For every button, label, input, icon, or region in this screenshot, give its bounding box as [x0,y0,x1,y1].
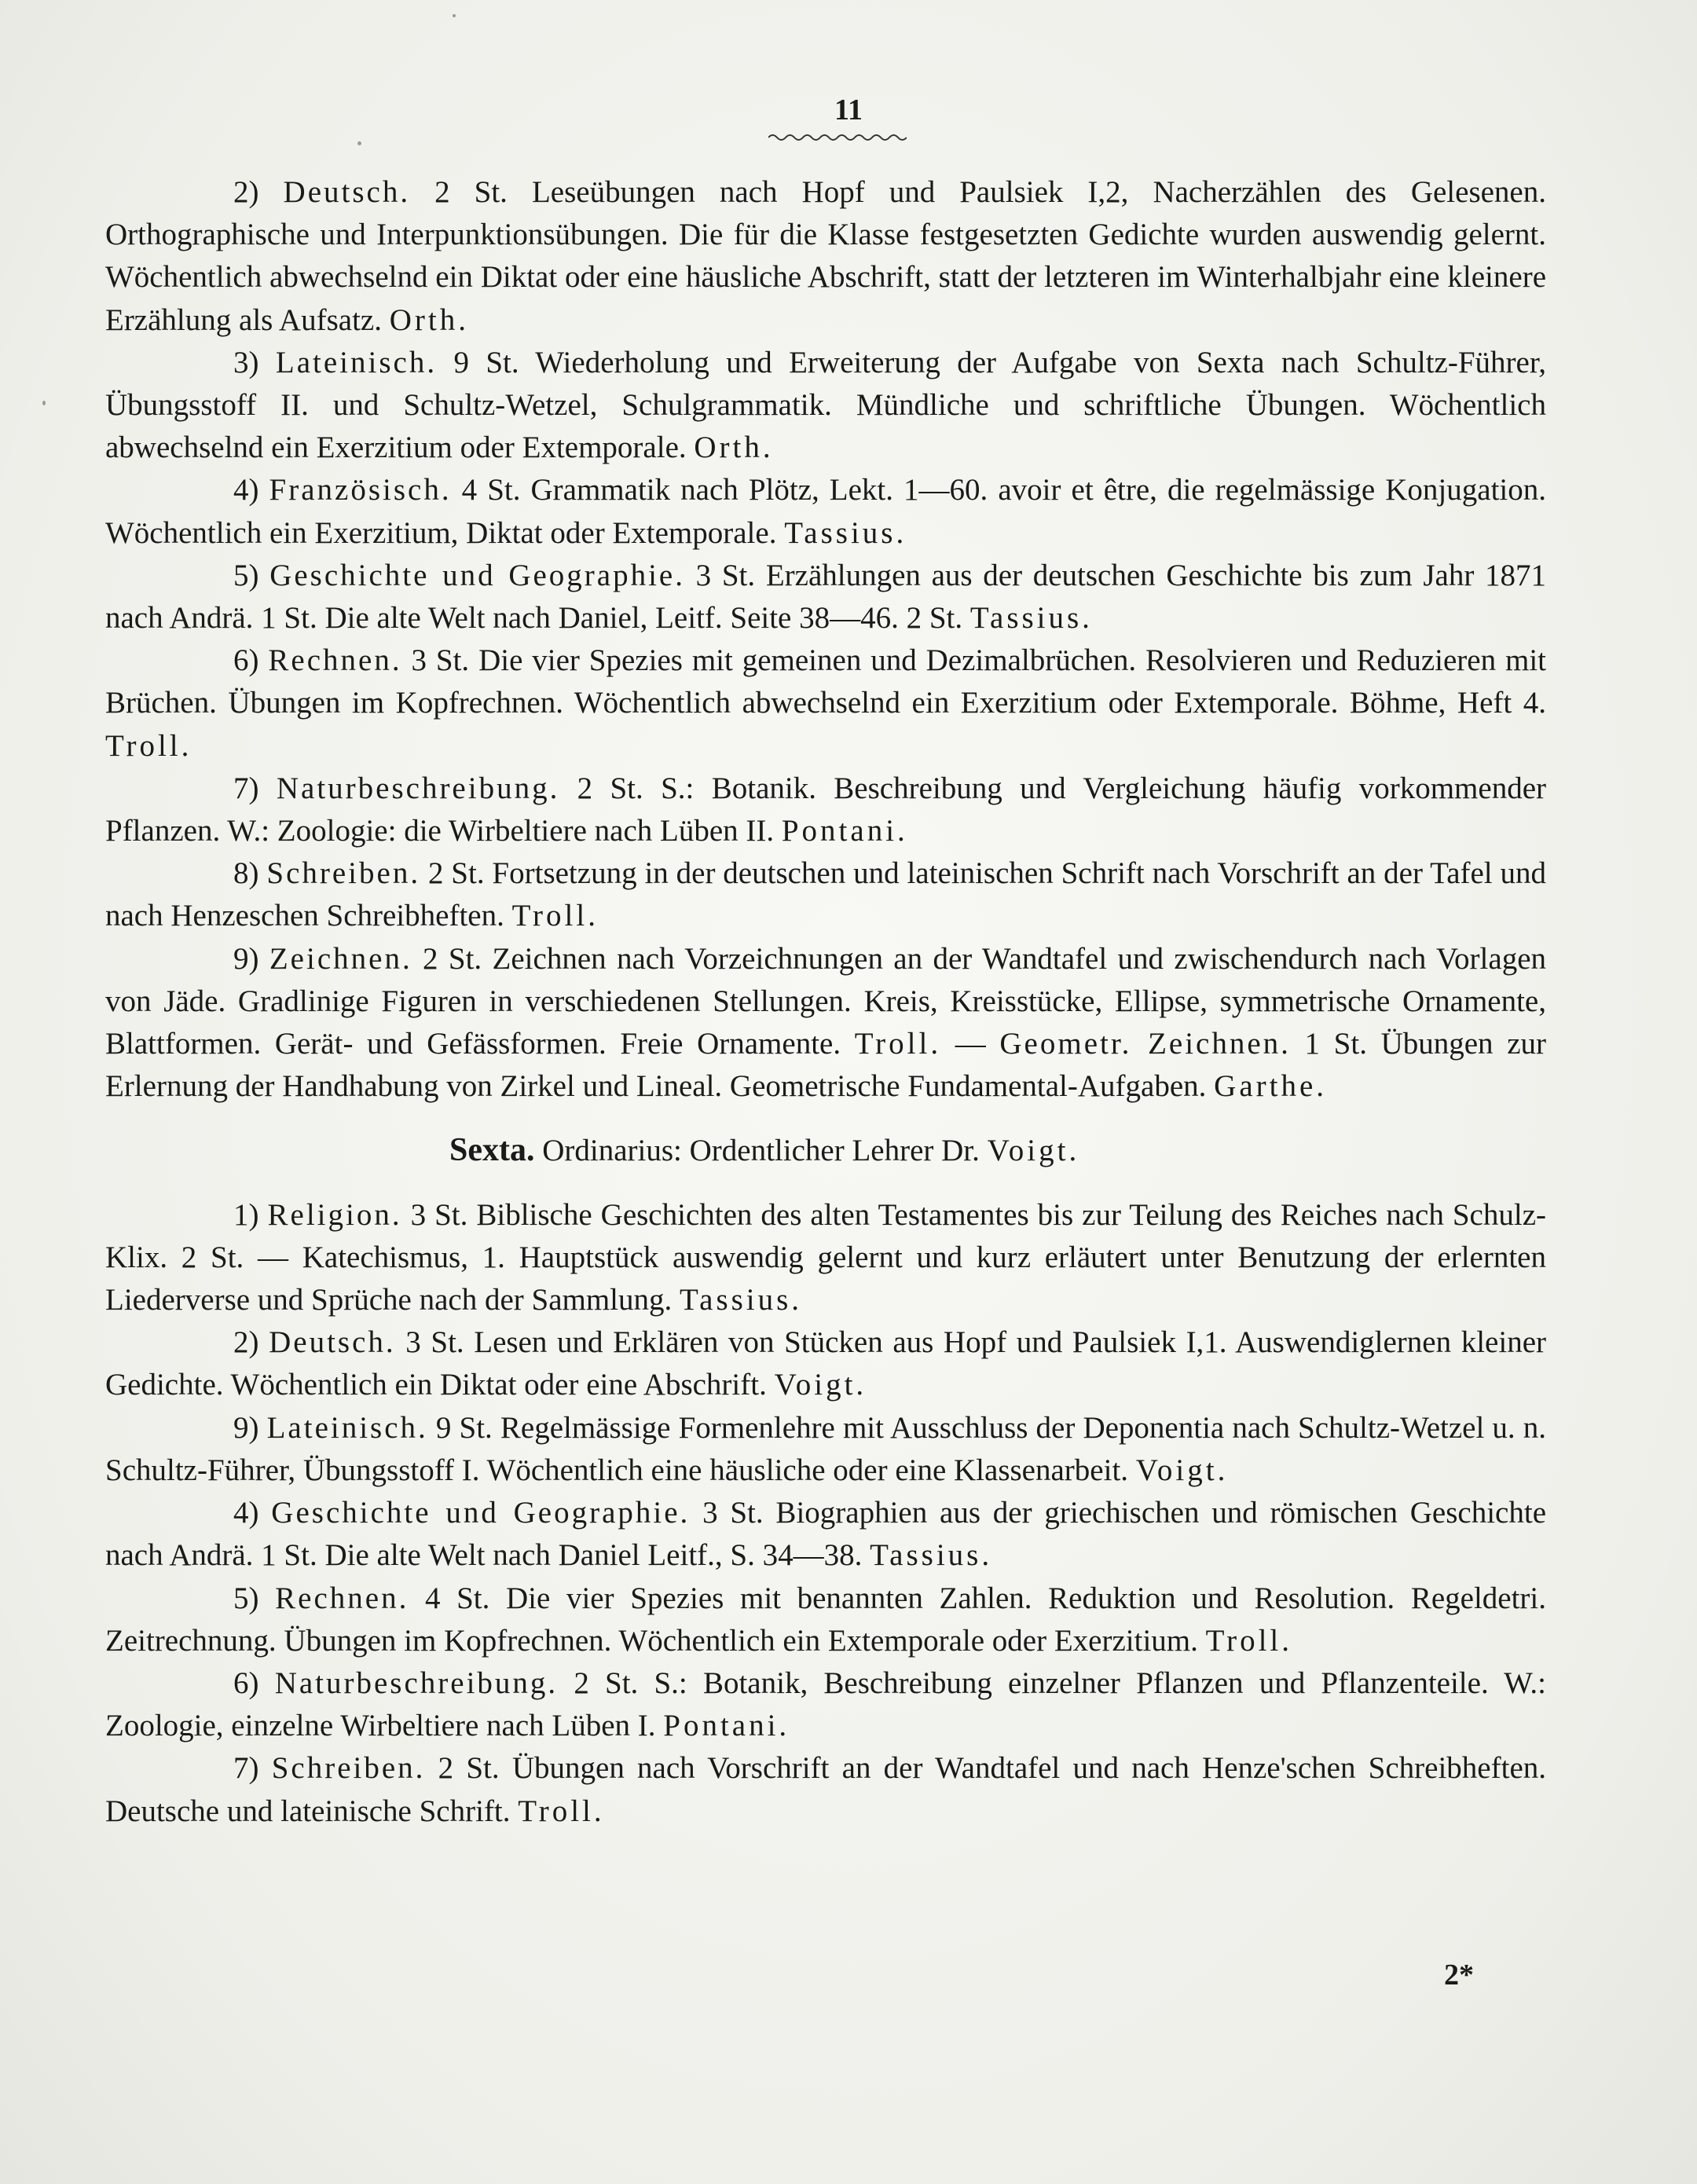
subject-label: Lateinisch. [275,345,438,379]
section-rechnen: 6) Rechnen. 3 St. Die vier Spezies mit gemeinen und Dezimalbrüchen. Resolvieren und Reduzieren mit Brüchen. Übungen im Kopfrechnen. Wöchentlich abwechselnd ein Exerzitium oder Extemporale. Böhme, Heft 4. Troll. [105,643,1547,763]
teacher-name: Tassius. [680,1283,803,1317]
sexta-section-naturbeschreibung: 6) Naturbeschreibung. 2 St. S.: Botanik, Beschreibung einzelner Pflanzen und Pflanzenteile. W.: Zoologie, einzelne Wirbeltiere nach Lüben I. Pontani. [105,1665,1546,1743]
scan-speck [453,14,456,17]
teacher-name: Tassius. [784,515,907,550]
subject-label: Naturbeschreibung. [274,1665,559,1700]
ordinarius-name: Voigt. [987,1134,1080,1168]
teacher-name: Troll. [518,1794,605,1828]
teacher-name: Troll. [854,1027,942,1061]
subject-label: Zeichnen. [269,941,412,976]
class-title: Sexta. [449,1132,535,1169]
sexta-section-schreiben: 7) Schreiben. 2 St. Übungen nach Vorschrift an der Wandtafel und nach Henze'schen Schreibheften. Deutsche und lateinische Schrift. Troll. [105,1751,1546,1828]
teacher-name: Troll. [1205,1623,1293,1658]
subject-label: Lateinisch. [266,1410,428,1445]
subject-label: Religion. [267,1197,402,1232]
section-body: 9 St. Regelmässige Formenlehre mit Ausschluss der Deponentia nach Schultz-Wetzel u. n. Schultz-Führer, Übungsstoff I. Wöchentlich eine häusliche oder eine Klassenarbeit. [105,1410,1547,1487]
scan-speck [42,401,46,405]
subject-label: Geschichte und Geographie. [271,1496,691,1530]
teacher-name: Tassius. [870,1538,993,1573]
teacher-name: Pontani. [663,1709,790,1743]
teacher-name: Pontani. [781,814,908,848]
sheet-signature: 2* [1444,1959,1474,1992]
section-body: 2 St. S.: Botanik, Beschreibung einzelner Pflanzen und Pflanzenteile. W.: Zoologie, einzelne Wirbeltiere nach Lüben I. [105,1665,1546,1743]
section-zeichnen: 9) Zeichnen. 2 St. Zeichnen nach Vorzeichnungen an der Wandtafel und zwischendurch nach Vorlagen von Jäde. Gradlinige Figuren in verschiedenen Stellungen. Kreis, Kreisstücke, Ellipse, symmetrische Ornamente, Blattformen. Gerät- und Gefässformen. Freie Ornamente. Troll. — Geometr. Zeichnen. 1 St. Übungen zur Erlernung der Handhabung von Zirkel und Lineal. Geometrische Fundamental-Aufgaben. Garthe. [105,941,1547,1104]
section-body: 1 St. Übungen zur Erlernung der Handhabung von Zirkel und Lineal. Geometrische Fundamental-Aufgaben. [105,1027,1546,1104]
section-schreiben: 8) Schreiben. 2 St. Fortsetzung in der deutschen und lateinischen Schrift nach Vorschrift an der Tafel und nach Henzeschen Schreibheften. Troll. [105,856,1547,933]
section-body: 2 St. Fortsetzung in der deutschen und lateinischen Schrift nach Vorschrift an der Tafel und nach Henzeschen Schreibheften. [105,856,1547,933]
sexta-section-deutsch: 2) Deutsch. 3 St. Lesen und Erklären von Stücken aus Hopf und Paulsiek I,1. Auswendiglernen kleiner Gedichte. Wöchentlich ein Diktat oder eine Abschrift. Voigt. [105,1325,1546,1402]
main-text [105,171,1546,1833]
section-geschichte: 5) Geschichte und Geographie. 3 St. Erzählungen aus der deutschen Geschichte bis zum Jahr 1871 nach Andrä. 1 St. Die alte Welt nach Daniel, Leitf. Seite 38—46. 2 St. Tassius. [105,558,1546,636]
section-body: 3 St. Lesen und Erklären von Stücken aus Hopf und Paulsiek I,1. Auswendiglernen kleiner Gedichte. Wöchentlich ein Diktat oder eine Abschrift. [105,1325,1546,1402]
section-body: 2 St. S.: Botanik. Beschreibung und Vergleichung häufig vorkommender Pflanzen. W.: Zoologie: die Wirbeltiere nach Lüben II. [105,771,1546,848]
teacher-name: Tassius. [969,601,1093,636]
section-body: 4 St. Grammatik nach Plötz, Lekt. 1—60. avoir et être, die regelmässige Konjugation. Wöchentlich ein Exerzitium, Diktat oder Extemporale. [105,473,1546,550]
subject-label: Rechnen. [268,643,402,678]
teacher-name: Orth. [389,302,469,337]
subject-label: Schreiben. [271,1751,426,1786]
sexta-section-geschichte: 4) Geschichte und Geographie. 3 St. Biographien aus der griechischen und römischen Geschichte nach Andrä. 1 St. Die alte Welt nach Daniel Leitf., S. 34—38. Tassius. [105,1496,1547,1573]
teacher-name: Garthe. [1214,1069,1328,1104]
section-body: 3 St. Biographien aus der griechischen und römischen Geschichte nach Andrä. 1 St. Die alte Welt nach Daniel Leitf., S. 34—38. [105,1496,1547,1573]
sexta-section-religion: 1) Religion. 3 St. Biblische Geschichten des alten Testamentes bis zur Teilung des Reiches nach Schulz-Klix. 2 St. — Katechismus, 1. Hauptstück auswendig gelernt und kurz erläutert unter Benutzung der erlernten Liederverse und Sprüche nach der Sammlung. Tassius. [105,1197,1546,1317]
teacher-name: Troll. [105,728,192,763]
section-body: 2 St. Leseübungen nach Hopf und Paulsiek I,2, Nacherzählen des Gelesenen. Orthographische und Interpunktionsübungen. Die für die Klasse festgesetzten Gedichte wurden auswendig gelernt. Wöchentlich abwechselnd ein Diktat oder eine häusliche Abschrift, statt der letzteren im Winterhalbjahr eine kleinere Erzählung als Aufsatz. [105,175,1546,337]
scan-speck [357,141,361,145]
section-body: 2 St. Zeichnen nach Vorzeichnungen an der Wandtafel und zwischendurch nach Vorlagen von Jäde. Gradlinige Figuren in verschiedenen Stellungen. Kreis, Kreisstücke, Ellipse, symmetrische Ornamente, Blattformen. Gerät- und Gefässformen. Freie Ornamente. [105,941,1547,1061]
teacher-name: Orth. [694,431,774,465]
subject-label: Deutsch. [283,175,411,209]
page-number: 11 [834,93,863,126]
section-franzoesisch: 4) Französisch. 4 St. Grammatik nach Plötz, Lekt. 1—60. avoir et être, die regelmässige Konjugation. Wöchentlich ein Exerzitium, Diktat oder Extemporale. Tassius. [105,473,1546,550]
section-body: 4 St. Die vier Spezies mit benannten Zahlen. Reduktion und Resolution. Regeldetri. Zeitrechnung. Übungen im Kopfrechnen. Wöchentlich ein Extemporale oder Exerzitium. [105,1581,1547,1658]
subject-label: Rechnen. [275,1581,409,1615]
subject-label: Französisch. [269,473,452,508]
subject-label: Geschichte und Geographie. [269,558,685,592]
sexta-section-lateinisch: 9) Lateinisch. 9 St. Regelmässige Formenlehre mit Ausschluss der Deponentia nach Schultz-Wetzel u. n. Schultz-Führer, Übungsstoff I. Wöchentlich eine häusliche oder eine Klassenarbeit. Voigt. [105,1410,1547,1487]
section-lateinisch: 3) Lateinisch. 9 St. Wiederholung und Erweiterung der Aufgabe von Sexta nach Schultz-Führer, Übungsstoff II. und Schultz-Wetzel, Schulgrammatik. Mündliche und schriftliche Übungen. Wöchentlich abwechselnd ein Exerzitium oder Extemporale. Orth. [105,345,1546,465]
section-body: 3 St. Erzählungen aus der deutschen Geschichte bis zum Jahr 1871 nach Andrä. 1 St. Die alte Welt nach Daniel, Leitf. Seite 38—46. 2 St. [105,558,1546,636]
section-body: 3 St. Die vier Spezies mit gemeinen und Dezimalbrüchen. Resolvieren und Reduzieren mit Brüchen. Übungen im Kopfrechnen. Wöchentlich abwechselnd ein Exerzitium oder Extemporale. Böhme, Heft 4. [105,643,1547,720]
subject-label: Geometr. Zeichnen. [999,1027,1291,1061]
section-body: 2 St. Übungen nach Vorschrift an der Wandtafel und nach Henze'schen Schreibheften. Deutsche und lateinische Schrift. [105,1751,1546,1828]
sexta-heading [105,1129,1546,1172]
teacher-name: Troll. [511,899,599,933]
teacher-name: Voigt. [774,1368,867,1402]
section-deutsch: 2) Deutsch. 2 St. Leseübungen nach Hopf und Paulsiek I,2, Nacherzählen des Gelesenen. Orthographische und Interpunktionsübungen. Die für die Klasse festgesetzten Gedichte wurden auswendig gelernt. Wöchentlich abwechselnd ein Diktat oder eine häusliche Abschrift, statt der letzteren im Winterhalbjahr eine kleinere Erzählung als Aufsatz. Orth. [105,175,1546,337]
section-body: 9 St. Wiederholung und Erweiterung der Aufgabe von Sexta nach Schultz-Führer, Übungsstoff II. und Schultz-Wetzel, Schulgrammatik. Mündliche und schriftliche Übungen. Wöchentlich abwechselnd ein Exerzitium oder Extemporale. [105,345,1546,465]
ordinarius-label: Ordinarius: Ordentlicher Lehrer Dr. [534,1134,988,1168]
sexta-section-rechnen: 5) Rechnen. 4 St. Die vier Spezies mit benannten Zahlen. Reduktion und Resolution. Regeldetri. Zeitrechnung. Übungen im Kopfrechnen. Wöchentlich ein Extemporale oder Exerzitium. Troll. [105,1581,1547,1658]
section-body: 3 St. Biblische Geschichten des alten Testamentes bis zur Teilung des Reiches nach Schulz-Klix. 2 St. — Katechismus, 1. Hauptstück auswendig gelernt und kurz erläutert unter Benutzung der erlernten Liederverse und Sprüche nach der Sammlung. [105,1197,1546,1317]
subject-label: Deutsch. [269,1325,396,1360]
teacher-name: Voigt. [1135,1453,1229,1487]
subject-label: Schreiben. [266,856,421,891]
section-naturbeschreibung: 7) Naturbeschreibung. 2 St. S.: Botanik. Beschreibung und Vergleichung häufig vorkommender Pflanzen. W.: Zoologie: die Wirbeltiere nach Lüben II. Pontani. [105,771,1546,848]
page-number-ornament [768,132,907,143]
subject-label: Naturbeschreibung. [276,771,560,805]
